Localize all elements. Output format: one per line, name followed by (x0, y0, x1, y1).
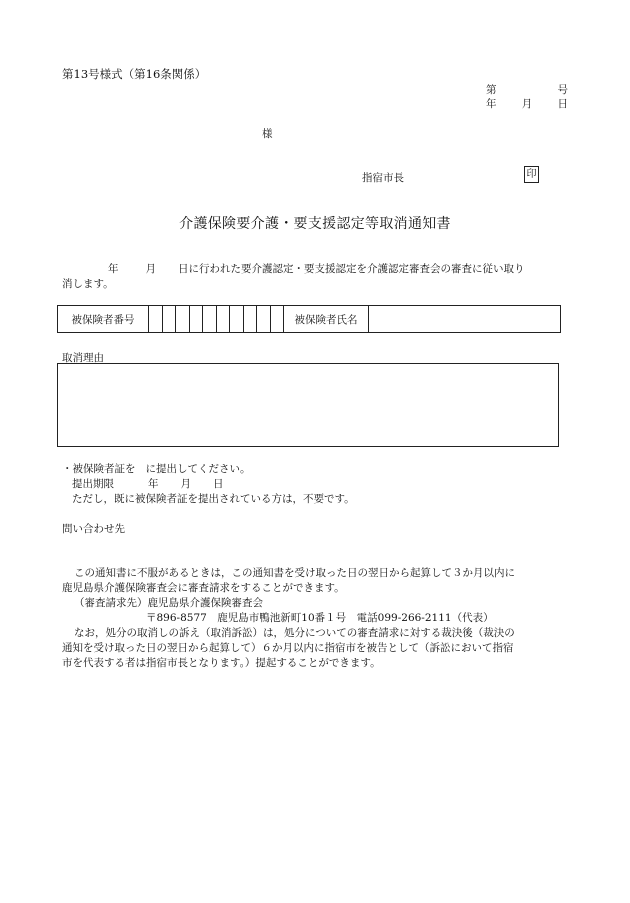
doc-number-suffix: 号 (557, 84, 568, 96)
notes-line1-b: に提出してください。 (145, 463, 251, 475)
reason-label: 取消理由 (62, 352, 104, 364)
digit-cell[interactable] (271, 306, 285, 332)
appeal-notice (62, 566, 576, 671)
digit-cell[interactable] (190, 306, 204, 332)
insured-name-label: 被保険者氏名 (284, 306, 369, 332)
notes-line3: ただし，既に被保険者証を提出されている方は，不要です。 (72, 493, 355, 505)
deadline-label: 提出期限 (72, 478, 114, 490)
date-year: 年 (486, 98, 497, 110)
deadline-year: 年 (148, 478, 159, 490)
document-number (486, 82, 568, 97)
digit-cell[interactable] (176, 306, 190, 332)
notes-line1-a: ・被保険者証を (62, 463, 136, 475)
appeal-line7: 市を代表する者は指宿市長となります。）提起することができます。 (62, 657, 381, 669)
document-title: 介護保険要介護・要支援認定等取消通知書 (179, 216, 451, 232)
digit-cell[interactable] (163, 306, 177, 332)
seal-box: 印 (524, 166, 539, 183)
body-year: 年 (108, 263, 119, 275)
doc-number-prefix: 第 (486, 84, 497, 96)
body-text-line2: 消します。 (62, 278, 114, 290)
digit-cell[interactable] (244, 306, 258, 332)
appeal-line4: 〒896-8577 鹿児島市鴨池新町10番１号 電話099-266-2111（代表） (146, 612, 494, 624)
insured-number-cells (149, 306, 284, 332)
appeal-line1: この通知書に不服があるときは，この通知書を受け取った日の翌日から起算して３か月以内に (74, 567, 515, 579)
digit-cell[interactable] (257, 306, 271, 332)
appeal-line5: なお，処分の取消しの訴え（取消訴訟）は，処分についての審査請求に対する裁決後（裁決の (74, 627, 515, 639)
date-day: 日 (557, 98, 568, 110)
reason-field[interactable] (57, 363, 559, 447)
document-date (486, 96, 568, 111)
digit-cell[interactable] (217, 306, 231, 332)
issuer: 指宿市長 (362, 172, 404, 184)
deadline-month: 月 (180, 478, 191, 490)
date-month: 月 (521, 98, 533, 110)
appeal-line3: （審査請求先）鹿児島県介護保険審査会 (74, 597, 263, 609)
submission-notes (62, 462, 355, 507)
contact-label: 問い合わせ先 (62, 523, 125, 535)
deadline-day: 日 (213, 478, 224, 490)
digit-cell[interactable] (230, 306, 244, 332)
cancellation-statement (62, 262, 572, 292)
digit-cell[interactable] (203, 306, 217, 332)
digit-cell[interactable] (149, 306, 163, 332)
appeal-line2: 鹿児島県介護保険審査会に審査請求をすることができます。 (62, 582, 345, 594)
form-number: 第13号様式（第16条関係） (62, 67, 207, 81)
insured-name-field[interactable] (369, 306, 560, 332)
body-month: 月 (145, 263, 156, 275)
body-text-line1: 日に行われた要介護認定・要支援認定を介護認定審査会の審査に従い取り (178, 263, 525, 275)
addressee-suffix: 様 (262, 128, 273, 140)
appeal-line6: 通知を受け取った日の翌日から起算して）６か月以内に指宿市を被告として（訴訟において指宿 (62, 642, 514, 654)
insured-number-label: 被保険者番号 (58, 306, 149, 332)
insured-id-table (57, 305, 561, 333)
